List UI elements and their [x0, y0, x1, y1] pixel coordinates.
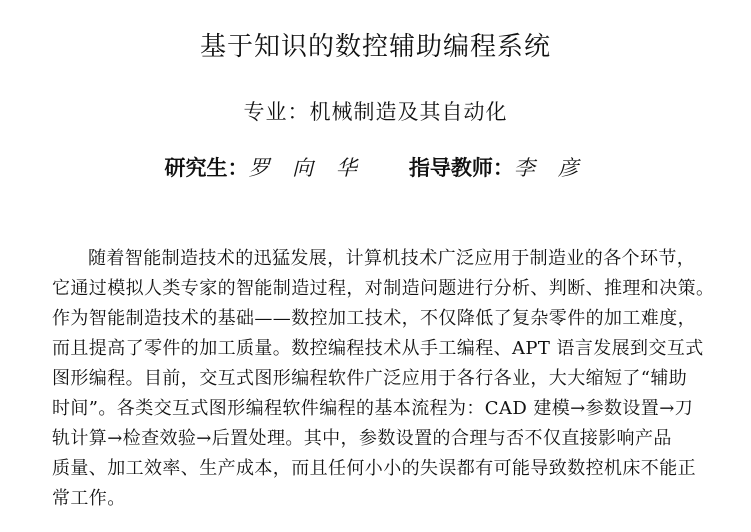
abstract-line: 它通过模拟人类专家的智能制造过程，对制造问题进行分析、判断、推理和决策。 — [52, 278, 715, 299]
abstract-line: 图形编程。目前，交互式图形编程软件广泛应用于各行各业，大大缩短了“辅助 — [52, 368, 688, 389]
abstract-line: 作为智能制造技术的基础——数控加工技术，不仅降低了复杂零件的加工难度， — [52, 308, 696, 329]
abstract-line: 而且提高了零件的加工质量。数控编程技术从手工编程、APT 语言发展到交互式 — [52, 338, 704, 359]
student-label: 研究生： — [164, 156, 249, 180]
abstract-line: 随着智能制造技术的迅猛发展，计算机技术广泛应用于制造业的各个环节， — [88, 248, 696, 269]
abstract-line: 常工作。 — [52, 488, 126, 509]
abstract-line: 质量、加工效率、生产成本，而且任何小小的失误都有可能导致数控机床不能正 — [52, 458, 696, 479]
abstract-line: 时间”。各类交互式图形编程软件编程的基本流程为：CAD 建模→参数设置→刀 — [52, 398, 694, 419]
abstract-line: 轨计算→检查效验→后置处理。其中，参数设置的合理与否不仅直接影响产品 — [52, 428, 672, 449]
major-line: 专业：机械制造及其自动化 — [243, 100, 508, 124]
advisor-label: 指导教师： — [408, 156, 514, 180]
author-line — [0, 154, 751, 182]
advisor-name: 李 彦 — [513, 156, 587, 180]
student-name: 罗 向 华 — [248, 156, 365, 180]
abstract-paragraph — [52, 244, 715, 514]
thesis-title: 基于知识的数控辅助编程系统 — [199, 32, 551, 62]
